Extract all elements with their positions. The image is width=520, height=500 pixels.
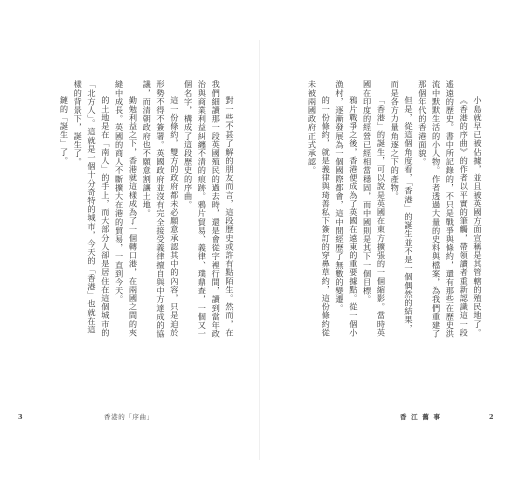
- right-page: [260, 0, 520, 500]
- paragraph: 鏈的「誕生」了。: [59, 96, 70, 166]
- paragraph: 的土地是在「南人」的手上，而大部分人卻是居住在這個城市的「北方人」。這就是一個十分奇特的城市，今天的「香港」也就在這樣的背景下，誕生了。: [73, 80, 111, 338]
- paragraph: 小島就早已被佔據，並且被英國方面宣稱是其管轄的殖民地了。: [473, 96, 483, 338]
- page-number-right: 2: [489, 413, 494, 421]
- running-title: 香港的「序曲」: [104, 413, 154, 421]
- paragraph: 鴉片戰爭之後，香港便成為了英國在遠東的重要據點。從一個小漁村，逐漸發展為一個國際都會，這中間經歷了無數的變遷。: [335, 80, 359, 338]
- series-brand: 香 江 舊 事: [400, 413, 442, 421]
- left-page-text: [42, 80, 236, 338]
- right-page-text: [284, 80, 484, 338]
- page-number-left: 3: [18, 413, 23, 421]
- paragraph: 的一份條約，就是義律與琦善私下簽訂的穿鼻草約，這份條約從未被兩國政府正式承認。: [307, 80, 332, 338]
- paragraph: 但是，從這個角度看，「香港」的誕生並不是一個偶然的結果，而是各方力量角逐之下的產物。: [390, 80, 415, 334]
- paragraph: 「香港」的誕生，可以說是英國在東方擴張的一個縮影。當時英國在印度的經營已經相當穩固，而中國則是其下一個目標。: [362, 80, 387, 338]
- paragraph: 《香港的序曲》的作者以平實的筆觸，帶領讀者重新認識這一段遙遠的歷史。書中所記錄的，不只是戰爭與條約，還有那些在歷史洪流中默默生活的小人物。作者透過大量的史料與檔案，為我們重建了那個年代的香港面貌。: [417, 80, 470, 338]
- paragraph: 勤勉利益之下，香港就這樣成為了一個轉口港，在兩國之間的夾縫中成長。英國的商人不斷擴大在港的貿易，一直到今天。: [114, 80, 139, 338]
- paragraph: 這一份條約，雙方的政府都未必願意承認其中的內容，只是迫於形勢不得不簽署。英國政府並沒有完全接受義律擅自與中方達成的協議，而清朝政府也不願意割讓土地。: [142, 80, 180, 338]
- paragraph: 對一些不甚了解的朋友而言，這段歷史或許有點陌生。然而，在我們細讀那一段英國殖民的過去時，還是會從字裡行間，讀到當年政治與商業利益糾纏不清的痕跡。鴉片貿易、義律、璞鼎查，一個又一個名字，構成了這段歷史的序曲。: [183, 80, 235, 338]
